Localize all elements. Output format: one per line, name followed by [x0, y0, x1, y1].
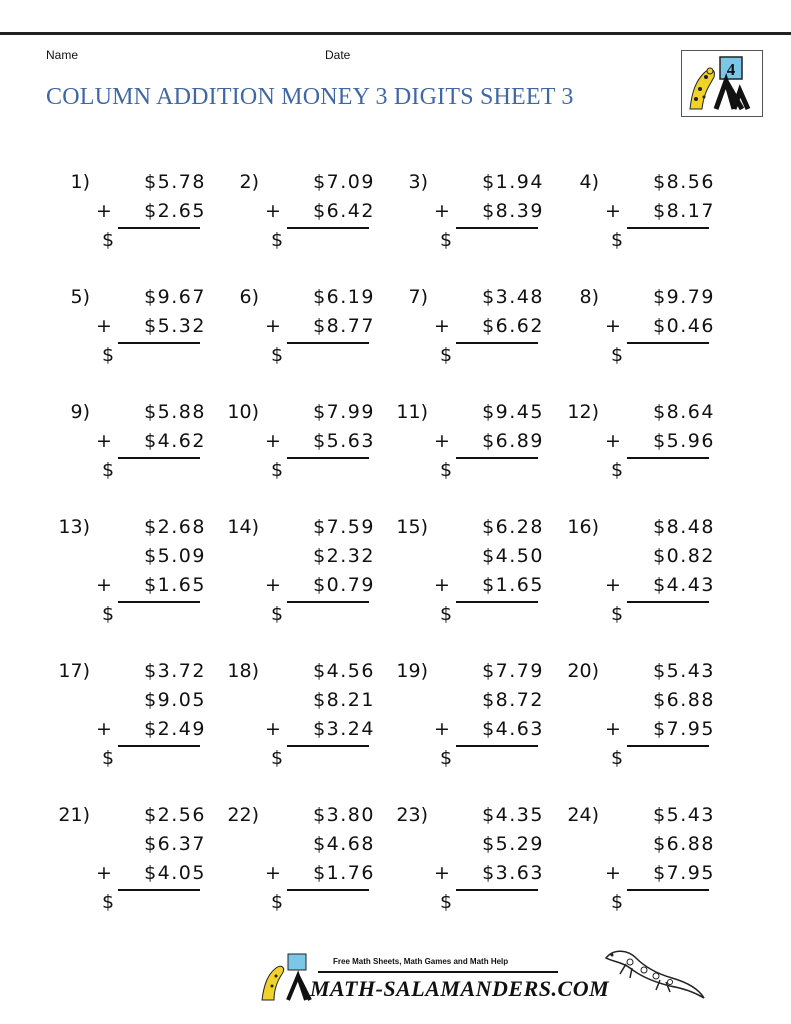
answer-dollar-sign: $ — [271, 459, 284, 481]
problem-number: 3) — [408, 171, 428, 193]
addend-value: $1.65 — [482, 574, 544, 596]
addend-value: $4.43 — [653, 574, 715, 596]
addend-value: $1.65 — [144, 574, 206, 596]
plus-sign: + — [605, 200, 623, 222]
addend-value: $5.09 — [144, 545, 206, 567]
addend-value: $4.56 — [313, 660, 375, 682]
addend-row — [605, 833, 715, 861]
problem — [390, 660, 560, 770]
sum-line — [118, 457, 200, 459]
plus-sign: + — [434, 718, 452, 740]
problem-number: 12) — [567, 401, 599, 423]
addend-row — [434, 430, 544, 458]
addend-row — [265, 689, 375, 717]
problem-number: 15) — [396, 516, 428, 538]
salamander-easel-icon — [682, 51, 762, 116]
addend-value: $4.63 — [482, 718, 544, 740]
answer-dollar-sign: $ — [102, 229, 115, 251]
problem — [561, 171, 731, 281]
problem-number: 14) — [227, 516, 259, 538]
addend-row — [605, 430, 715, 458]
addend-value: $7.95 — [653, 718, 715, 740]
addend-value: $2.32 — [313, 545, 375, 567]
problem — [561, 804, 731, 914]
answer-dollar-sign: $ — [271, 603, 284, 625]
addend-value: $8.48 — [653, 516, 715, 538]
problem — [390, 804, 560, 914]
addend-row — [434, 862, 544, 890]
problem-number: 7) — [408, 286, 428, 308]
problem-number: 4) — [579, 171, 599, 193]
addend-row — [605, 862, 715, 890]
addend-row — [96, 545, 206, 573]
addend-value: $7.09 — [313, 171, 375, 193]
problem — [561, 401, 731, 511]
addend-value: $8.56 — [653, 171, 715, 193]
plus-sign: + — [265, 200, 283, 222]
plus-sign: + — [265, 718, 283, 740]
problem — [52, 516, 222, 626]
addend-row — [605, 804, 715, 832]
addend-value: $0.79 — [313, 574, 375, 596]
addend-row — [96, 401, 206, 429]
sum-line — [118, 601, 200, 603]
addend-row — [605, 574, 715, 602]
problem-number: 17) — [58, 660, 90, 682]
addend-row — [605, 718, 715, 746]
answer-dollar-sign: $ — [271, 229, 284, 251]
problem-number: 16) — [567, 516, 599, 538]
addend-row — [605, 401, 715, 429]
addend-value: $2.65 — [144, 200, 206, 222]
addend-value: $4.35 — [482, 804, 544, 826]
addend-value: $3.72 — [144, 660, 206, 682]
addend-row — [265, 200, 375, 228]
addend-value: $5.43 — [653, 660, 715, 682]
addend-value: $8.21 — [313, 689, 375, 711]
addend-value: $2.56 — [144, 804, 206, 826]
addend-value: $7.79 — [482, 660, 544, 682]
problem — [221, 401, 391, 511]
addend-row — [96, 660, 206, 688]
page-title: COLUMN ADDITION MONEY 3 DIGITS SHEET 3 — [46, 84, 574, 110]
problem-number: 20) — [567, 660, 599, 682]
addend-row — [96, 574, 206, 602]
answer-dollar-sign: $ — [102, 603, 115, 625]
addend-value: $4.68 — [313, 833, 375, 855]
addend-row — [434, 401, 544, 429]
addend-row — [605, 171, 715, 199]
addend-row — [265, 718, 375, 746]
addend-value: $5.63 — [313, 430, 375, 452]
plus-sign: + — [434, 315, 452, 337]
problem-number: 21) — [58, 804, 90, 826]
addend-value: $6.42 — [313, 200, 375, 222]
addend-value: $8.64 — [653, 401, 715, 423]
plus-sign: + — [265, 315, 283, 337]
addend-row — [434, 833, 544, 861]
problem-number: 18) — [227, 660, 259, 682]
addend-row — [265, 804, 375, 832]
name-label: Name — [46, 48, 79, 62]
plus-sign: + — [265, 574, 283, 596]
problem-number: 19) — [396, 660, 428, 682]
problem-number: 9) — [70, 401, 90, 423]
addend-value: $4.62 — [144, 430, 206, 452]
addend-value: $7.59 — [313, 516, 375, 538]
addend-value: $3.48 — [482, 286, 544, 308]
addend-row — [434, 660, 544, 688]
addend-row — [265, 401, 375, 429]
addend-row — [434, 804, 544, 832]
answer-dollar-sign: $ — [611, 603, 624, 625]
sum-line — [627, 745, 709, 747]
date-label: Date — [325, 48, 351, 62]
answer-dollar-sign: $ — [271, 891, 284, 913]
addend-row — [605, 200, 715, 228]
addend-row — [96, 315, 206, 343]
answer-dollar-sign: $ — [611, 891, 624, 913]
svg-text:4: 4 — [726, 60, 736, 79]
grade-logo — [681, 50, 763, 117]
addend-row — [96, 286, 206, 314]
addend-row — [96, 718, 206, 746]
problem — [52, 286, 222, 396]
problem-number: 1) — [70, 171, 90, 193]
problem-number: 5) — [70, 286, 90, 308]
sum-line — [287, 457, 369, 459]
sum-line — [456, 342, 538, 344]
sum-line — [287, 227, 369, 229]
sum-line — [287, 342, 369, 344]
answer-dollar-sign: $ — [440, 459, 453, 481]
addend-value: $9.79 — [653, 286, 715, 308]
addend-value: $6.19 — [313, 286, 375, 308]
top-rule — [0, 32, 791, 35]
answer-dollar-sign: $ — [611, 229, 624, 251]
problem — [221, 286, 391, 396]
addend-row — [434, 718, 544, 746]
problem — [52, 804, 222, 914]
answer-dollar-sign: $ — [440, 344, 453, 366]
problem-number: 8) — [579, 286, 599, 308]
addend-value: $9.67 — [144, 286, 206, 308]
addend-value: $7.99 — [313, 401, 375, 423]
addend-row — [265, 545, 375, 573]
addend-row — [605, 689, 715, 717]
addend-value: $6.88 — [653, 833, 715, 855]
answer-dollar-sign: $ — [611, 459, 624, 481]
addend-row — [434, 286, 544, 314]
addend-row — [434, 574, 544, 602]
sum-line — [627, 227, 709, 229]
plus-sign: + — [434, 574, 452, 596]
problem — [221, 660, 391, 770]
problem — [52, 171, 222, 281]
answer-dollar-sign: $ — [271, 344, 284, 366]
sum-line — [118, 745, 200, 747]
plus-sign: + — [434, 430, 452, 452]
sum-line — [627, 342, 709, 344]
answer-dollar-sign: $ — [611, 344, 624, 366]
plus-sign: + — [96, 200, 114, 222]
addend-value: $9.45 — [482, 401, 544, 423]
plus-sign: + — [96, 718, 114, 740]
plus-sign: + — [265, 430, 283, 452]
addend-row — [265, 862, 375, 890]
addend-value: $5.88 — [144, 401, 206, 423]
plus-sign: + — [96, 315, 114, 337]
footer-tagline: Free Math Sheets, Math Games and Math Help — [333, 957, 509, 966]
plus-sign: + — [605, 862, 623, 884]
addend-value: $1.76 — [313, 862, 375, 884]
problem-number: 23) — [396, 804, 428, 826]
addend-value: $6.89 — [482, 430, 544, 452]
addend-value: $2.68 — [144, 516, 206, 538]
plus-sign: + — [96, 862, 114, 884]
problem-number: 2) — [239, 171, 259, 193]
addend-value: $6.88 — [653, 689, 715, 711]
addend-value: $8.17 — [653, 200, 715, 222]
addend-value: $2.49 — [144, 718, 206, 740]
addend-row — [96, 516, 206, 544]
addend-value: $9.05 — [144, 689, 206, 711]
problem — [52, 401, 222, 511]
sum-line — [456, 889, 538, 891]
answer-dollar-sign: $ — [440, 229, 453, 251]
problem — [221, 804, 391, 914]
footer-site-name: MATH-SALAMANDERS.COM — [310, 976, 610, 1001]
sum-line — [627, 601, 709, 603]
addend-row — [605, 315, 715, 343]
plus-sign: + — [96, 430, 114, 452]
problem — [561, 660, 731, 770]
answer-dollar-sign: $ — [440, 891, 453, 913]
answer-dollar-sign: $ — [102, 747, 115, 769]
addend-row — [265, 516, 375, 544]
addend-row — [605, 545, 715, 573]
problem — [561, 516, 731, 626]
addend-value: $1.94 — [482, 171, 544, 193]
answer-dollar-sign: $ — [102, 344, 115, 366]
plus-sign: + — [605, 574, 623, 596]
addend-row — [265, 430, 375, 458]
addend-row — [265, 833, 375, 861]
sum-line — [287, 889, 369, 891]
plus-sign: + — [605, 315, 623, 337]
addend-value: $8.72 — [482, 689, 544, 711]
sum-line — [118, 227, 200, 229]
addend-value: $4.50 — [482, 545, 544, 567]
answer-dollar-sign: $ — [102, 891, 115, 913]
addend-value: $0.46 — [653, 315, 715, 337]
addend-row — [605, 516, 715, 544]
problem — [390, 171, 560, 281]
footer-rule — [318, 971, 558, 973]
addend-row — [434, 200, 544, 228]
sum-line — [287, 745, 369, 747]
problem — [390, 516, 560, 626]
problem — [561, 286, 731, 396]
addend-value: $4.05 — [144, 862, 206, 884]
answer-dollar-sign: $ — [440, 603, 453, 625]
addend-value: $7.95 — [653, 862, 715, 884]
plus-sign: + — [96, 574, 114, 596]
addend-row — [96, 430, 206, 458]
problem — [221, 516, 391, 626]
sum-line — [118, 342, 200, 344]
problem-number: 11) — [396, 401, 428, 423]
sum-line — [287, 601, 369, 603]
addend-row — [434, 315, 544, 343]
addend-row — [265, 315, 375, 343]
addend-row — [265, 171, 375, 199]
addend-row — [96, 171, 206, 199]
problem-number: 24) — [567, 804, 599, 826]
sum-line — [456, 227, 538, 229]
addend-value: $3.24 — [313, 718, 375, 740]
addend-row — [265, 574, 375, 602]
addend-value: $5.78 — [144, 171, 206, 193]
addend-row — [265, 660, 375, 688]
addend-value: $5.96 — [653, 430, 715, 452]
addend-row — [434, 689, 544, 717]
problem-number: 22) — [227, 804, 259, 826]
problem — [221, 171, 391, 281]
addend-value: $3.80 — [313, 804, 375, 826]
problem-number: 13) — [58, 516, 90, 538]
answer-dollar-sign: $ — [611, 747, 624, 769]
answer-dollar-sign: $ — [440, 747, 453, 769]
addend-row — [265, 286, 375, 314]
addend-value: $8.39 — [482, 200, 544, 222]
addend-row — [605, 660, 715, 688]
answer-dollar-sign: $ — [102, 459, 115, 481]
salamander-icon — [600, 940, 710, 1005]
addend-row — [434, 516, 544, 544]
addend-row — [605, 286, 715, 314]
addend-row — [434, 171, 544, 199]
sum-line — [118, 889, 200, 891]
addend-value: $6.37 — [144, 833, 206, 855]
sum-line — [456, 601, 538, 603]
addend-row — [96, 200, 206, 228]
plus-sign: + — [605, 718, 623, 740]
sum-line — [456, 745, 538, 747]
addend-row — [96, 804, 206, 832]
addend-value: $3.63 — [482, 862, 544, 884]
problem — [52, 660, 222, 770]
addend-value: $6.62 — [482, 315, 544, 337]
sum-line — [627, 457, 709, 459]
addend-value: $0.82 — [653, 545, 715, 567]
addend-value: $6.28 — [482, 516, 544, 538]
plus-sign: + — [265, 862, 283, 884]
addend-row — [96, 833, 206, 861]
problem-number: 6) — [239, 286, 259, 308]
addend-value: $8.77 — [313, 315, 375, 337]
plus-sign: + — [434, 200, 452, 222]
sum-line — [627, 889, 709, 891]
sum-line — [456, 457, 538, 459]
problem-number: 10) — [227, 401, 259, 423]
problem — [390, 401, 560, 511]
addend-row — [96, 862, 206, 890]
addend-row — [96, 689, 206, 717]
plus-sign: + — [434, 862, 452, 884]
addend-value: $5.43 — [653, 804, 715, 826]
problem — [390, 286, 560, 396]
plus-sign: + — [605, 430, 623, 452]
addend-value: $5.32 — [144, 315, 206, 337]
answer-dollar-sign: $ — [271, 747, 284, 769]
addend-row — [434, 545, 544, 573]
addend-value: $5.29 — [482, 833, 544, 855]
